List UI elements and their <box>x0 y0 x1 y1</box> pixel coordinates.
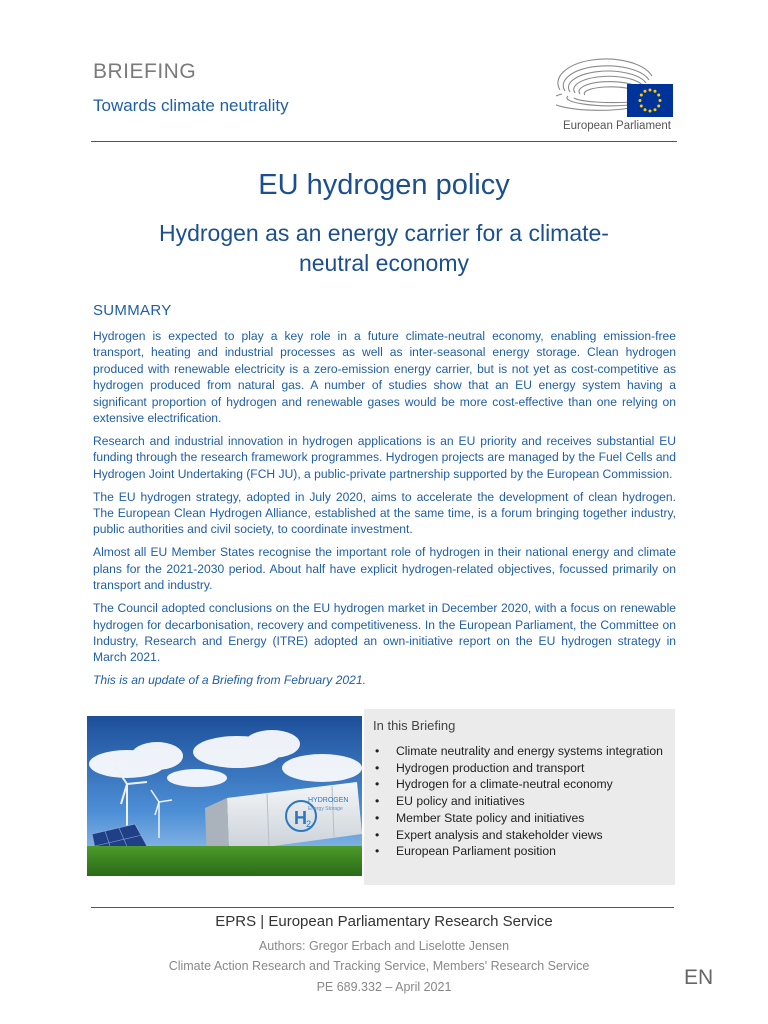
briefing-topic-item: • Member State policy and initiatives <box>373 810 668 827</box>
eu-flag-icon <box>627 84 673 117</box>
summary-heading: SUMMARY <box>93 302 172 319</box>
summary-body <box>93 328 676 695</box>
in-this-briefing-title: In this Briefing <box>373 718 456 733</box>
briefing-topic-item: • Hydrogen production and transport <box>373 760 668 777</box>
summary-paragraph: Hydrogen is expected to play a key role in a future climate-neutral economy, enabling emission-free transport, heating and industrial processes as well as inter-seasonal energy storage. Clean hydrogen produced with renewable electricity is a zero-emission energy carrier, but is not yet as cost-competitive as hydrogen produced from natural gas. A number of studies show that an EU energy system having a significant proportion of hydrogen and renewable gases would be more cost-effective than one relying on extensive electrification. <box>93 329 676 426</box>
page-title: EU hydrogen policy <box>258 169 510 201</box>
summary-paragraph: The Council adopted conclusions on the EU hydrogen market in December 2020, with a focus on renewable hydrogen for decarbonisation, recovery and competitiveness. In the European Parliament, the Committee on Industry, Research and Energy (ITRE) adopted an own-initiative report on the EU hydrogen strategy in March 2021. <box>93 601 676 665</box>
header-divider <box>91 141 677 142</box>
svg-text:H: H <box>294 808 307 828</box>
hydrogen-storage-photo <box>87 716 362 876</box>
footer-service: EPRS | European Parliamentary Research Service <box>215 913 553 930</box>
footer-reference: PE 689.332 – April 2021 <box>316 980 452 994</box>
briefing-topic-item: • Expert analysis and stakeholder views <box>373 827 668 844</box>
summary-paragraph: Almost all EU Member States recognise the important role of hydrogen in their national energy and climate plans for the 2021-2030 period. About half have explicit hydrogen-related objectives, focussed primarily on transport and industry. <box>93 545 676 593</box>
briefing-topic-item: • EU policy and initiatives <box>373 793 668 810</box>
briefing-topic-item: • European Parliament position <box>373 843 668 860</box>
footer-authors: Authors: Gregor Erbach and Liselotte Jensen <box>258 939 510 953</box>
page-subtitle: Hydrogen as an energy carrier for a climate-neutral economy <box>159 220 609 276</box>
briefing-topic-item: • Hydrogen for a climate-neutral economy <box>373 776 668 793</box>
summary-paragraph: The EU hydrogen strategy, adopted in July 2020, aims to accelerate the development of clean hydrogen. The European Clean Hydrogen Alliance, established at the same time, is a forum bringing together industry, public authorities and civil society, to coordinate investment. <box>93 489 676 537</box>
svg-text:2: 2 <box>306 819 312 829</box>
in-this-briefing-box <box>364 709 675 885</box>
footer-unit: Climate Action Research and Tracking Service, Members' Research Service <box>168 959 590 973</box>
european-parliament-label: European Parliament <box>562 120 672 132</box>
update-note: This is an update of a Briefing from February 2021. <box>93 673 366 688</box>
briefing-label: BRIEFING <box>93 60 197 83</box>
in-this-briefing-list <box>373 743 668 860</box>
summary-paragraph: Research and industrial innovation in hydrogen applications is an EU priority and receives substantial EU funding through the research framework programmes. Hydrogen projects are managed by the Fuel Cells and Hydrogen Joint Undertaking (FCH JU), a public-private partnership supported by the European Commission. <box>93 433 676 481</box>
series-title: Towards climate neutrality <box>93 96 289 115</box>
svg-text:Energy Storage: Energy Storage <box>308 806 343 812</box>
language-code: EN <box>684 966 714 989</box>
svg-text:HYDROGEN: HYDROGEN <box>308 797 349 804</box>
briefing-topic-item: • Climate neutrality and energy systems integration <box>373 743 668 760</box>
footer-divider <box>91 907 674 908</box>
